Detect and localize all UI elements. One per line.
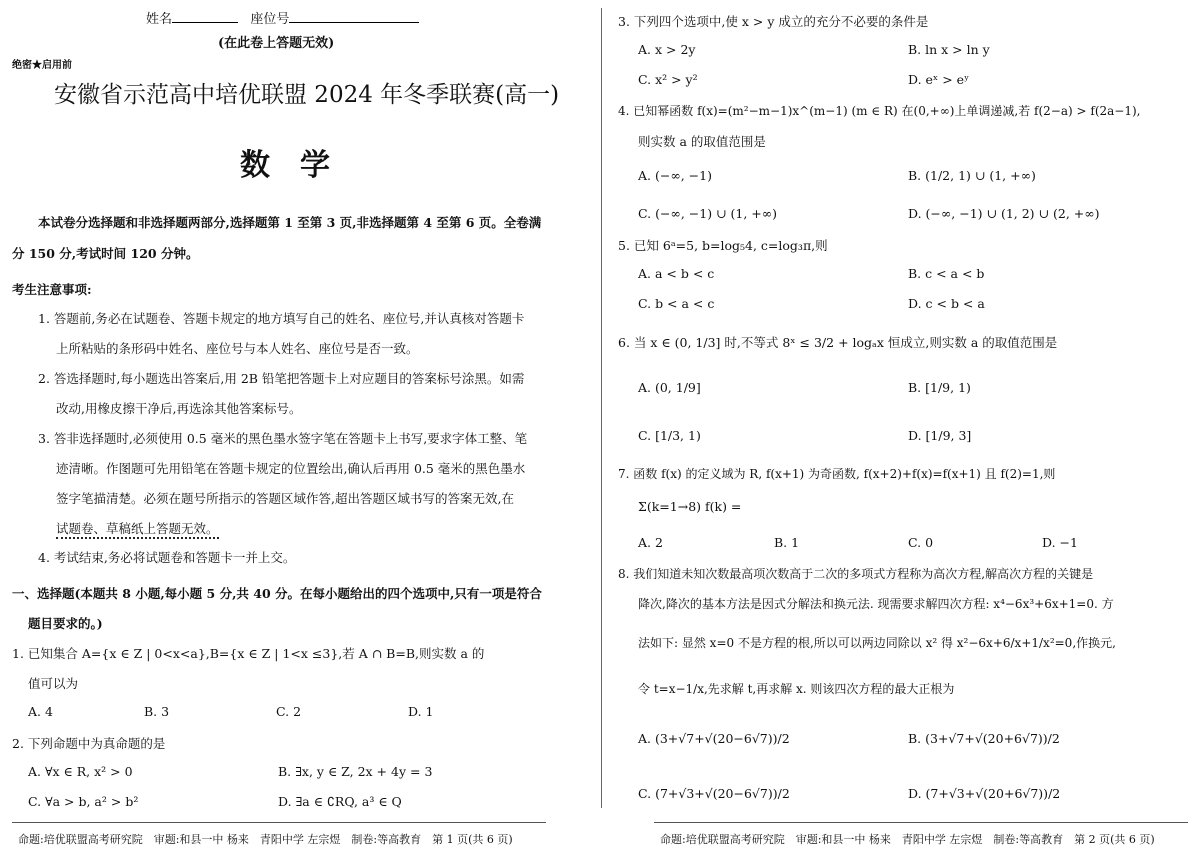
question-8-cont: 令 t=x−1/x,先求解 t,再求解 x. 则该四次方程的最大正根为 (638, 682, 955, 696)
option-b: B. 3 (144, 704, 170, 719)
option-a: A. ∀x ∈ R, x² > 0 (28, 764, 133, 779)
question-3: 3. 下列四个选项中,使 x > y 成立的充分不必要的条件是 (618, 14, 929, 29)
question-1: 1. 已知集合 A={x ∈ Z | 0<x<a},B={x ∈ Z | 1<x ≤3},若 A ∩ B=B,则实数 a 的 (12, 646, 485, 661)
footer-page-1 (12, 822, 546, 862)
intro-line-1: 本试卷分选择题和非选择题两部分,选择题第 1 至第 3 页,非选择题第 4 至第 6 页。全卷满 (38, 215, 542, 230)
option-c: C. (7+√3+√(20−6√7))/2 (638, 786, 790, 801)
option-d: D. ∃a ∈ ∁RQ, a³ ∈ Q (278, 794, 402, 809)
section-heading: 一、选择题(本题共 8 小题,每小题 5 分,共 40 分。在每小题给出的四个选项中,只有一项是符合 (12, 586, 542, 601)
option-c: C. x² > y² (638, 72, 698, 87)
option-d: D. −1 (1042, 535, 1078, 550)
option-b: B. ln x > ln y (908, 42, 990, 57)
question-4-cont: 则实数 a 的取值范围是 (638, 134, 766, 149)
question-1-cont: 值可以为 (28, 676, 79, 691)
option-b: B. c < a < b (908, 266, 985, 281)
option-b: B. (1/2, 1) ∪ (1, +∞) (908, 168, 1036, 183)
page-divider (601, 8, 602, 808)
notes-heading: 考生注意事项: (12, 282, 92, 297)
note-line: 迹清晰。作图题可先用铅笔在答题卡规定的位置绘出,确认后再用 0.5 毫米的黑色墨水 (56, 461, 526, 476)
option-d: D. 1 (408, 704, 434, 719)
option-d: D. (−∞, −1) ∪ (1, 2) ∪ (2, +∞) (908, 206, 1100, 221)
footer-text: 命题:培优联盟高考研究院 审题:和县一中 杨来 青阳中学 左宗煜 制卷:等高教育 第 2 页(共 6 页) (660, 833, 1155, 846)
note-line: 2. 答选择题时,每小题选出答案后,用 2B 铅笔把答题卡上对应题目的答案标号涂黑。如需 (38, 371, 525, 386)
no-answer-notice: (在此卷上答题无效) (218, 36, 335, 51)
question-8: 8. 我们知道未知次数最高项次数高于二次的多项式方程称为高次方程,解高次方程的关键是 (618, 567, 1094, 581)
option-c: C. ∀a > b, a² > b² (28, 794, 139, 809)
option-a: A. (3+√7+√(20−6√7))/2 (638, 731, 790, 746)
question-8-cont: 法如下: 显然 x=0 不是方程的根,所以可以两边同除以 x² 得 x²−6x+6/x+1/x²=0,作换元, (638, 636, 1116, 650)
note-line: 试题卷、草稿纸上答题无效。 (56, 519, 219, 539)
option-d: D. [1/9, 3] (908, 428, 972, 443)
option-b: B. (3+√7+√(20+6√7))/2 (908, 731, 1060, 746)
option-c: C. b < a < c (638, 296, 715, 311)
option-d: D. eˣ > eʸ (908, 72, 970, 87)
footer-page-2 (654, 822, 1188, 862)
exam-title: 安徽省示范高中培优联盟 2024 年冬季联赛(高一) (54, 82, 560, 108)
option-a: A. (−∞, −1) (638, 168, 712, 183)
option-b: B. 1 (774, 535, 800, 550)
option-b: B. ∃x, y ∈ Z, 2x + 4y = 3 (278, 764, 433, 779)
note-line: 3. 答非选择题时,必须使用 0.5 毫米的黑色墨水签字笔在答题卡上书写,要求字体工整、笔 (38, 431, 528, 446)
option-c: C. [1/3, 1) (638, 428, 701, 443)
option-a: A. (0, 1/9] (638, 380, 701, 395)
question-2: 2. 下列命题中为真命题的是 (12, 736, 166, 751)
option-c: C. (−∞, −1) ∪ (1, +∞) (638, 206, 778, 221)
note-line: 签字笔描清楚。必须在题号所指示的答题区域作答,超出答题区域书写的答案无效,在 (56, 491, 514, 506)
option-a: A. x > 2y (638, 42, 696, 57)
seat-blank (289, 11, 419, 23)
option-d: D. c < b < a (908, 296, 985, 311)
question-7-cont: Σ(k=1→8) f(k) = (638, 499, 742, 514)
option-a: A. 4 (28, 704, 53, 719)
question-6: 6. 当 x ∈ (0, 1/3] 时,不等式 8ˣ ≤ 3/2 + logₐx 恒成立,则实数 a 的取值范围是 (618, 335, 1058, 350)
option-b: B. [1/9, 1) (908, 380, 971, 395)
intro-line-2: 分 150 分,考试时间 120 分钟。 (12, 246, 199, 261)
note-line: 4. 考试结束,务必将试题卷和答题卡一并上交。 (38, 550, 296, 565)
option-a: A. 2 (638, 535, 663, 550)
subject-title: 数 学 (240, 148, 330, 183)
option-c: C. 0 (908, 535, 934, 550)
question-8-cont: 降次,降次的基本方法是因式分解法和换元法. 现需要求解四次方程: x⁴−6x³+6x+1=0. 方 (638, 597, 1114, 611)
seat-label: 座位号 (250, 12, 290, 27)
footer-text: 命题:培优联盟高考研究院 审题:和县一中 杨来 青阳中学 左宗煜 制卷:等高教育 第 1 页(共 6 页) (18, 833, 513, 846)
name-blank (172, 11, 238, 23)
note-line: 1. 答题前,务必在试题卷、答题卡规定的地方填写自己的姓名、座位号,并认真核对答题卡 (38, 311, 525, 326)
question-7: 7. 函数 f(x) 的定义域为 R, f(x+1) 为奇函数, f(x+2)+f(x)=f(x+1) 且 f(2)=1,则 (618, 467, 1056, 481)
name-seat-line (146, 8, 419, 27)
secret-mark: 绝密★启用前 (12, 60, 72, 71)
question-5: 5. 已知 6ᵃ=5, b=log₅4, c=log₃π,则 (618, 238, 828, 253)
section-heading-cont: 题目要求的。) (28, 616, 103, 631)
note-line: 改动,用橡皮擦干净后,再选涂其他答案标号。 (56, 401, 302, 416)
option-d: D. (7+√3+√(20+6√7))/2 (908, 786, 1061, 801)
question-4: 4. 已知幂函数 f(x)=(m²−m−1)x^(m−1) (m ∈ R) 在(0,+∞)上单调递减,若 f(2−a) > f(2a−1), (618, 104, 1141, 118)
option-c: C. 2 (276, 704, 302, 719)
note-line: 上所粘贴的条形码中姓名、座位号与本人姓名、座位号是否一致。 (56, 341, 419, 356)
name-label: 姓名 (146, 12, 173, 27)
option-a: A. a < b < c (638, 266, 715, 281)
